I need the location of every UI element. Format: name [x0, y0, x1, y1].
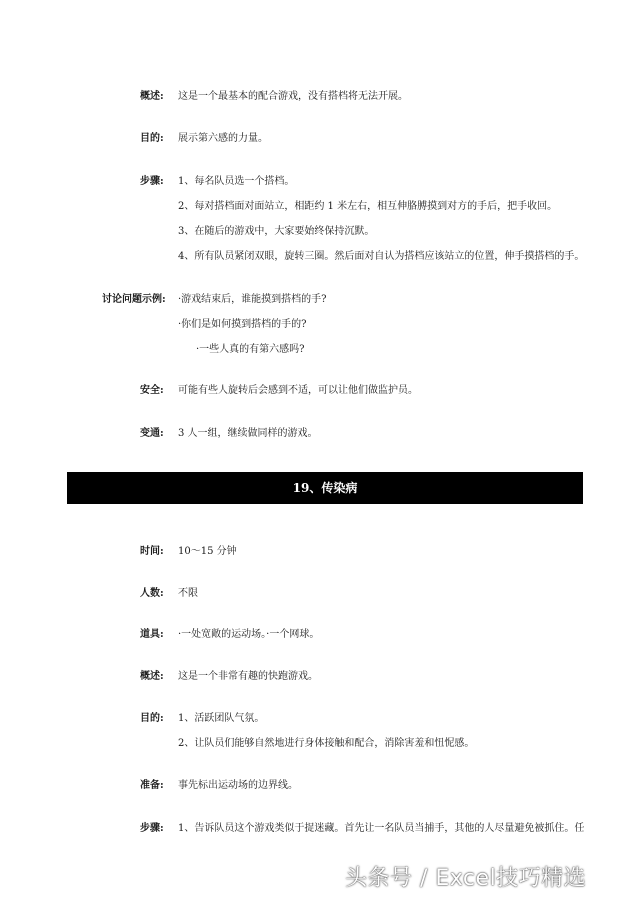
overview-label-2: 概述:: [140, 671, 164, 682]
step-item: 4、所有队员紧闭双眼，旋转三圈。然后面对自认为搭档应该站立的位置，伸手摸搭档的手。: [178, 251, 585, 262]
discussion-label: 讨论问题示例:: [102, 294, 166, 305]
time-text: 10～15 分钟: [178, 546, 237, 557]
prep-label: 准备:: [140, 780, 164, 791]
discussion-item: ·游戏结束后，谁能摸到搭档的手?: [178, 294, 327, 305]
people-label: 人数:: [140, 588, 164, 599]
section-title-banner: 19、传染病: [67, 472, 583, 504]
overview-text-2: 这是一个非常有趣的快跑游戏。: [178, 671, 318, 682]
time-label: 时间:: [140, 546, 164, 557]
step-item: 2、每对搭档面对面站立，相距约 1 米左右，相互伸胳膊摸到对方的手后，把手收回。: [178, 201, 558, 212]
purpose-label: 目的:: [140, 133, 164, 144]
steps-label-2: 步骤:: [140, 823, 164, 834]
step-item: 1、每名队员选一个搭档。: [178, 176, 295, 187]
props-label: 道具:: [140, 629, 164, 640]
discussion-item: ·一些人真的有第六感吗?: [196, 344, 305, 355]
people-text: 不限: [178, 588, 198, 599]
step-item: 1、告诉队员这个游戏类似于捉迷藏。首先让一名队员当捕手，其他的人尽量避免被抓住。任: [178, 823, 585, 834]
prep-text: 事先标出运动场的边界线。: [178, 780, 298, 791]
discussion-item: ·你们是如何摸到搭档的手的?: [178, 319, 307, 330]
purpose-item: 1、活跃团队气氛。: [178, 713, 265, 724]
props-text: ·一处宽敞的运动场。·一个网球。: [178, 629, 320, 640]
purpose-item: 2、让队员们能够自然地进行身体接触和配合，消除害羞和忸怩感。: [178, 738, 475, 749]
watermark: 头条号 / Excel技巧精选: [345, 866, 587, 891]
overview-text: 这是一个最基本的配合游戏，没有搭档将无法开展。: [178, 91, 408, 102]
overview-label: 概述:: [140, 91, 164, 102]
variation-text: 3 人一组，继续做同样的游戏。: [178, 428, 318, 439]
variation-label: 变通:: [140, 428, 164, 439]
safety-label: 安全:: [140, 385, 164, 396]
purpose-text: 展示第六感的力量。: [178, 133, 268, 144]
purpose-label-2: 目的:: [140, 713, 164, 724]
safety-text: 可能有些人旋转后会感到不适，可以让他们做监护员。: [178, 385, 418, 396]
steps-label: 步骤:: [140, 176, 164, 187]
step-item: 3、在随后的游戏中，大家要始终保持沉默。: [178, 226, 375, 237]
